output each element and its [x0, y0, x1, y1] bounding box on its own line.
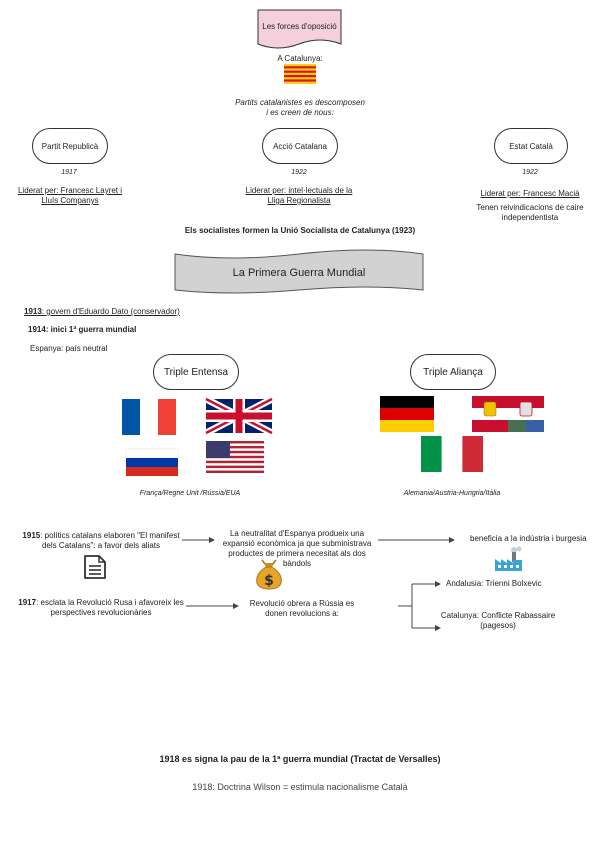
parties-note: Partits catalanistes es descomposen i es creen de nous: [235, 98, 365, 117]
war-line-neutral: Espanya: país neutral [30, 344, 108, 353]
subtitle: A Catalunya: [277, 54, 323, 63]
war-line-1914: 1914: inici 1ª guerra mundial [28, 325, 137, 334]
party-accio-catalana: Acció Catalana [262, 128, 338, 164]
revolution-effect: Revolució obrera a Rússia es donen revolucions a: [249, 599, 355, 618]
party-republica: Partit Republicà [32, 128, 108, 164]
svg-text:$: $ [264, 573, 274, 589]
party-republica-leader: Liderat per: Francesc Layret i Lluís Companys [17, 186, 123, 205]
party-estat-leader: Liderat per: Francesc Macià [480, 189, 580, 198]
benefit-note: beneficia a la indústria i burgesia [470, 534, 587, 543]
party-republica-year: 1917 [61, 169, 77, 176]
andalusia-note: Andalusia: Trienni Bolxevic [446, 579, 542, 588]
revolution-note: 1917: esclata la Revolució Rusa i afavoreix les perspectives revolucionàries [18, 598, 184, 617]
triple-alianca: Triple Aliança [410, 354, 496, 390]
party-accio-leader: Liderat per: intel·lectuals de la Lliga Regionalista [245, 186, 353, 205]
catalunya-note: Catalunya: Conflicte Rabassaire (pagesos) [440, 611, 556, 630]
neutrality-note: La neutralitat d'Espanya produeix una expansió econòmica ja que subministrava productes de primera necesitat als dos bàndols [222, 529, 372, 568]
triple-entensa: Triple Entensa [153, 354, 239, 390]
manifest-note: 1915: polítics catalans elaboren "El manifest dels Catalans": a favor dels aliats [22, 531, 180, 550]
factory-icon [494, 546, 524, 572]
party-estat-extra: Tenen reivindicacions de caire independentista [476, 203, 584, 222]
party-accio-year: 1922 [291, 169, 307, 176]
war-line-1913: 1913: govern d'Eduardo Dato (conservador) [24, 307, 180, 316]
party-estat-year: 1922 [522, 169, 538, 176]
alliance-members: Alemania/Austria-Hungria/Itàlia [403, 490, 501, 497]
document-icon [83, 554, 107, 580]
war-title: La Primera Guerra Mundial [232, 267, 366, 279]
socialists-note: Els socialistes formen la Unió Socialista de Catalunya (1923) [184, 226, 416, 235]
party-estat-catala: Estat Català [494, 128, 568, 164]
entente-members: França/Regne Unit /Rússia/EUA [139, 490, 241, 497]
money-bag-icon [253, 556, 285, 590]
wilson-note: 1918: Doctrina Wilson = estimula nacionalisme Català [192, 782, 408, 792]
page-title: Les forces d'oposició [262, 22, 337, 31]
peace-note: 1918 es signa la pau de la 1ª guerra mundial (Tractat de Versalles) [159, 754, 441, 764]
